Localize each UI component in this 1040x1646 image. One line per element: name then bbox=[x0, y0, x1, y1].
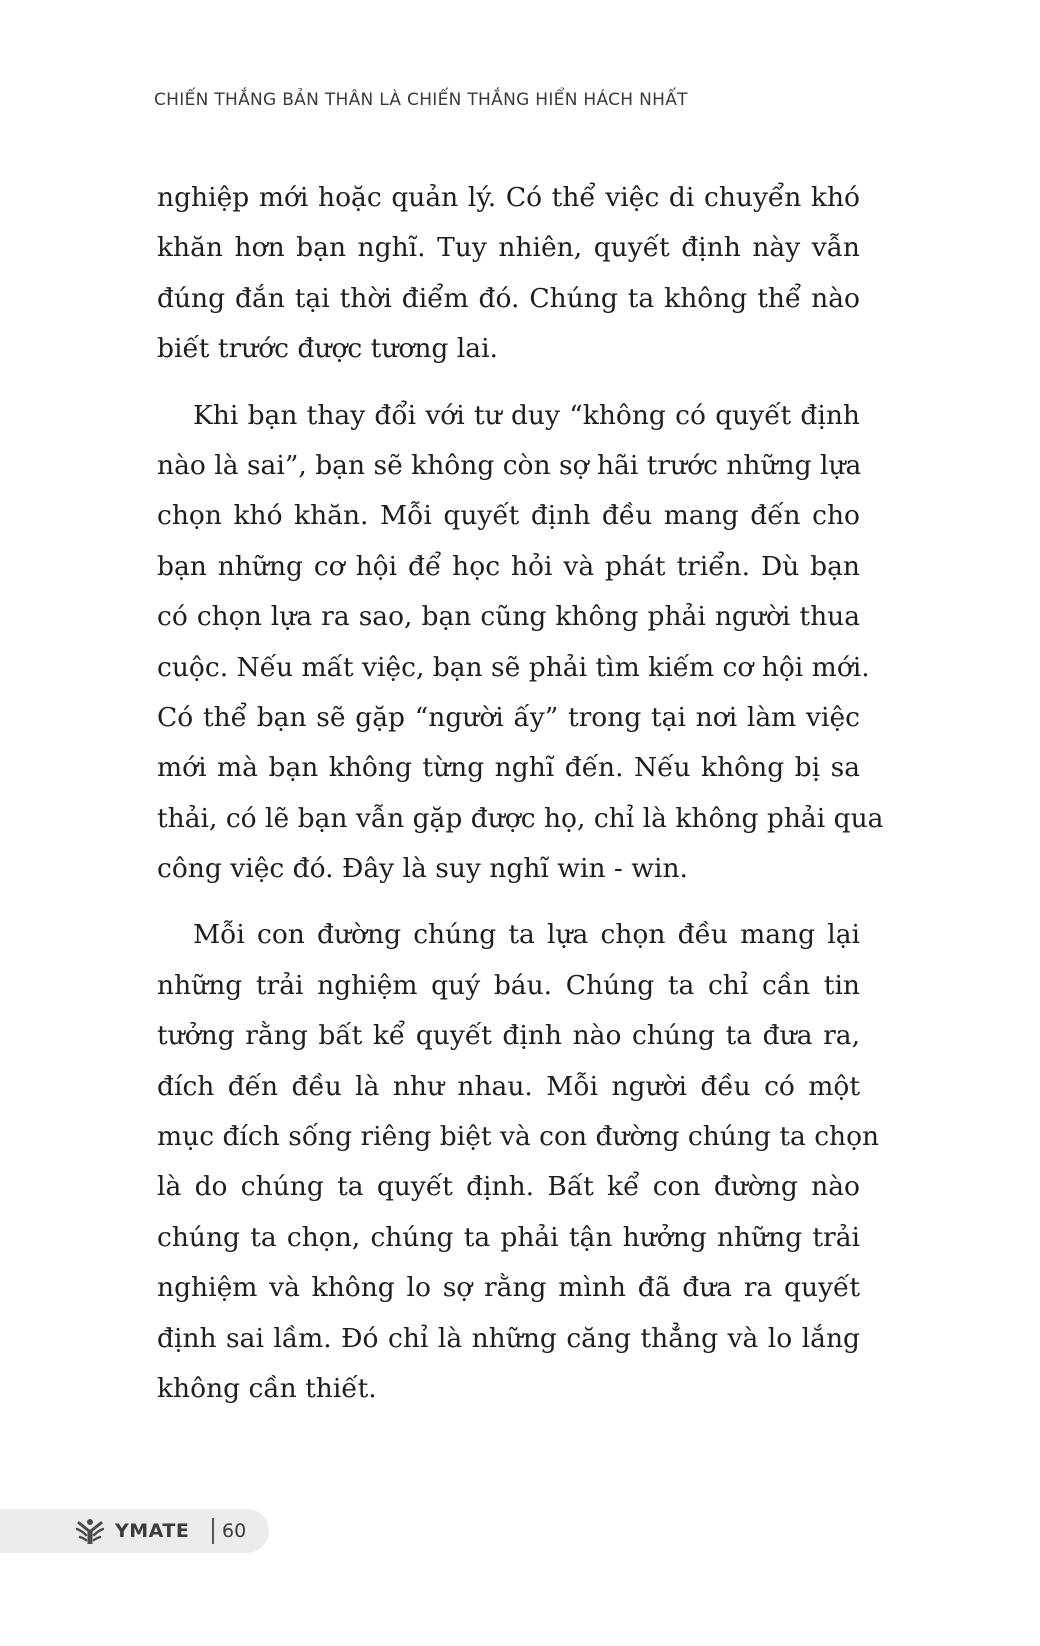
text-line: thải, có lẽ bạn vẫn gặp được họ, chỉ là không phải qua bbox=[157, 802, 884, 834]
text-line: khăn hơn bạn nghĩ. Tuy nhiên, quyết định này vẫn bbox=[157, 232, 860, 264]
text-line: Có thể bạn sẽ gặp “người ấy” trong tại nơi làm việc bbox=[157, 701, 860, 733]
text-line: biết trước được tương lai. bbox=[157, 333, 498, 365]
text-line: đúng đắn tại thời điểm đó. Chúng ta không thể nào bbox=[157, 282, 860, 314]
text-line: đích đến đều là như nhau. Mỗi người đều có một bbox=[157, 1070, 860, 1102]
brand-name: YMATE bbox=[115, 1520, 190, 1542]
page-number: 60 bbox=[222, 1520, 247, 1542]
text-line: mới mà bạn không từng nghĩ đến. Nếu không bị sa bbox=[157, 752, 860, 784]
text-line: công việc đó. Đây là suy nghĩ win - win. bbox=[157, 853, 688, 885]
ymate-logo-icon bbox=[76, 1518, 104, 1544]
text-line: không cần thiết. bbox=[157, 1372, 377, 1404]
text-line: là do chúng ta quyết định. Bất kể con đường nào bbox=[157, 1171, 860, 1203]
footer-page-tab bbox=[0, 1509, 269, 1553]
text-line: Khi bạn thay đổi với tư duy “không có quyết định bbox=[193, 399, 860, 431]
text-line: có chọn lựa ra sao, bạn cũng không phải người thua bbox=[157, 601, 860, 633]
text-line: nghiệp mới hoặc quản lý. Có thể việc di chuyển khó bbox=[157, 182, 860, 213]
text-line: tưởng rằng bất kể quyết định nào chúng ta đưa ra, bbox=[157, 1020, 860, 1052]
text-line: Mỗi con đường chúng ta lựa chọn đều mang lại bbox=[193, 919, 860, 951]
paragraph-3 bbox=[157, 910, 880, 1414]
body-text bbox=[157, 173, 884, 1430]
running-header: CHIẾN THẮNG BẢN THÂN LÀ CHIẾN THẮNG HIỂN HÁCH NHẤT bbox=[154, 90, 688, 110]
text-line: định sai lầm. Đó chỉ là những căng thẳng và lo lắng bbox=[157, 1322, 860, 1354]
paragraph-2 bbox=[157, 391, 884, 895]
text-line: nào là sai”, bạn sẽ không còn sợ hãi trước những lựa bbox=[157, 449, 862, 481]
text-line: bạn những cơ hội để học hỏi và phát triển. Dù bạn bbox=[157, 550, 860, 582]
paragraph-1 bbox=[157, 173, 860, 375]
text-line: chúng ta chọn, chúng ta phải tận hưởng những trải bbox=[157, 1221, 860, 1253]
text-line: nghiệm và không lo sợ rằng mình đã đưa ra quyết bbox=[157, 1272, 860, 1304]
footer-divider bbox=[212, 1518, 214, 1544]
text-line: những trải nghiệm quý báu. Chúng ta chỉ cần tin bbox=[157, 969, 860, 1001]
text-line: cuộc. Nếu mất việc, bạn sẽ phải tìm kiếm cơ hội mới. bbox=[157, 651, 870, 683]
text-line: mục đích sống riêng biệt và con đường chúng ta chọn bbox=[157, 1121, 880, 1153]
text-line: chọn khó khăn. Mỗi quyết định đều mang đến cho bbox=[157, 500, 860, 532]
